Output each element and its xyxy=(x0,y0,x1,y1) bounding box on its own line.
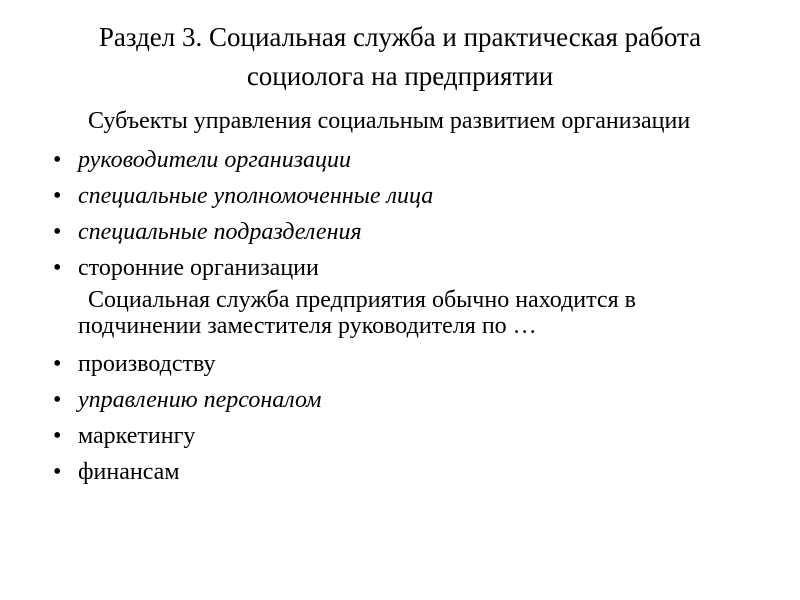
bullet-item xyxy=(50,179,760,215)
bullet-text: сторонние организации xyxy=(78,255,319,281)
section2-heading: Социальная служба предприятия обычно находится в подчинении заместителя руководителя по … xyxy=(78,287,636,339)
bullet-text: производству xyxy=(78,351,216,377)
bullet-icon: • xyxy=(53,351,62,377)
slide-title xyxy=(40,18,760,96)
slide-body xyxy=(50,108,760,491)
bullet-item xyxy=(50,143,760,179)
bullet-text: специальные уполномоченные лица xyxy=(78,183,434,209)
bullet-icon: • xyxy=(53,183,62,209)
bullet-text: финансам xyxy=(78,459,180,485)
bullet-item xyxy=(50,455,760,491)
slide-title-line-2: социолога на предприятии xyxy=(246,61,554,91)
slide-title-line-1: Раздел 3. Социальная служба и практическая работа xyxy=(98,22,702,52)
bullet-item xyxy=(50,383,760,419)
bullet-icon: • xyxy=(53,423,62,449)
bullet-text: специальные подразделения xyxy=(78,219,362,245)
section2-list xyxy=(50,347,760,491)
section1-list xyxy=(50,143,760,287)
bullet-text: управлению персоналом xyxy=(78,387,322,413)
bullet-icon: • xyxy=(53,387,62,413)
section1-heading: Субъекты управления социальным развитием организации xyxy=(88,108,691,134)
bullet-item xyxy=(50,251,760,287)
bullet-icon: • xyxy=(53,147,62,173)
bullet-item xyxy=(50,347,760,383)
bullet-item xyxy=(50,215,760,251)
bullet-item xyxy=(50,419,760,455)
bullet-icon: • xyxy=(53,255,62,281)
bullet-text: маркетингу xyxy=(78,423,196,449)
bullet-icon: • xyxy=(53,219,62,245)
bullet-text: руководители организации xyxy=(78,147,352,173)
bullet-icon: • xyxy=(53,459,62,485)
